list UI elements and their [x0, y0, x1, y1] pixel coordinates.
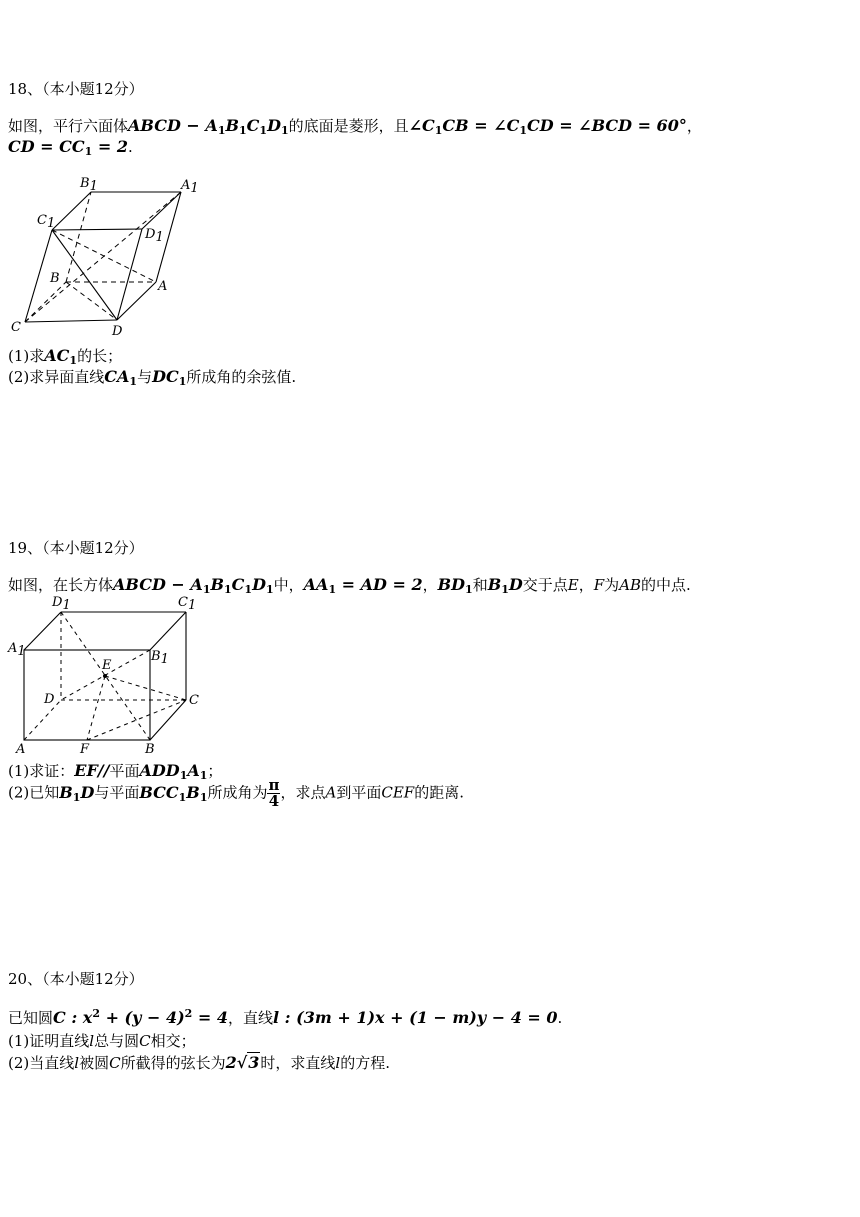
q20-part2-mid2: 所截得的弦长为: [120, 1054, 226, 1072]
math-l-2: l: [74, 1054, 80, 1072]
math-angle-condition: $\angle C_1CB$ = $\angle C_1CD$ = ∠BCD = 60°: [408, 116, 687, 137]
q20-part1-mid: 总与圆: [94, 1032, 140, 1050]
q18-parallelepiped-figure: [8, 172, 208, 340]
math-bd1: $BD_1$: [437, 575, 473, 596]
q18-header: 18、（本小题12分）: [8, 80, 144, 98]
q20-part2-mid3: 时，求直线: [260, 1054, 336, 1072]
math-cuboid: ABCD − $A_1B_1C_1D_1$: [113, 575, 274, 596]
q19-comma: ，: [422, 576, 438, 594]
q18-part2-pre: (2)求异面直线: [8, 368, 105, 386]
q19-text-zhong: 中，: [273, 576, 304, 594]
q18-part1-pre: (1)求: [8, 347, 45, 365]
math-cef: CEF: [381, 783, 415, 802]
math-ac1: $AC_1$: [44, 346, 78, 367]
math-b1d: $B_1D$: [487, 575, 523, 596]
math-dc1: $DC_1$: [152, 367, 187, 388]
q19-part1-mid: 平面: [109, 762, 140, 780]
q19-text-jiao: 交于点: [522, 576, 568, 594]
q19-text-end: 的中点.: [641, 576, 691, 594]
q19-text-wei: 为: [604, 576, 620, 594]
q19-part2-mid3: ，求点: [280, 783, 326, 802]
svg-text:B1: B1: [151, 649, 169, 667]
svg-text:A1: A1: [181, 178, 199, 196]
q20-part2-mid1: 被圆: [79, 1054, 110, 1072]
q20-part1-pre: (1)证明直线: [8, 1032, 90, 1050]
math-pi-over-4: $\frac{\pi}{4}$: [268, 776, 280, 810]
svg-text:C1: C1: [37, 213, 56, 231]
math-two-sqrt3: 2√3: [225, 1053, 260, 1072]
q20-intro-mid: ，直线: [228, 1009, 274, 1027]
svg-text:A: A: [16, 742, 26, 757]
math-line-equation: l : (3m + 1)x + (1 − m)y − 4 = 0: [273, 1008, 558, 1027]
q19-part2-mid1: 与平面: [94, 783, 140, 802]
svg-text:C: C: [189, 693, 199, 708]
math-l-3: l: [335, 1054, 341, 1072]
math-c-2: C: [109, 1054, 121, 1072]
svg-text:A: A: [158, 279, 168, 294]
q20-part2-pre: (2)当直线: [8, 1054, 75, 1072]
svg-text:B1: B1: [80, 176, 98, 194]
q19-part1-post: ；: [207, 762, 223, 780]
q19-comma2: ，: [578, 576, 594, 594]
q20-part2-post: 的方程.: [340, 1054, 390, 1072]
q18-intro-line1: [8, 115, 702, 137]
q20-header: 20、（本小题12分）: [8, 970, 144, 988]
q18-intro-text2: 的底面是菱形，且: [288, 117, 409, 135]
math-e: E: [567, 576, 579, 594]
q19-intro-text: 如图，在长方体: [8, 576, 114, 594]
svg-text:E: E: [102, 658, 112, 673]
q19-part1-pre: (1)求证：: [8, 762, 75, 780]
q20-part1: [8, 1030, 196, 1051]
q18-part2-mid: 与: [137, 368, 153, 386]
math-ab: AB: [619, 576, 642, 594]
math-l: l: [89, 1032, 95, 1050]
math-length-condition: CD = $CC_1 = 2$: [8, 137, 128, 158]
q20-intro: [8, 1007, 562, 1028]
math-b1d-2: $B_1D$: [59, 782, 95, 804]
q18-part2-post: 所成角的余弦值.: [186, 368, 297, 386]
svg-text:B: B: [145, 742, 155, 757]
svg-text:C1: C1: [178, 595, 197, 613]
math-bcc1b1: $BCC_1B_1$: [139, 782, 208, 804]
q19-part2: [8, 778, 464, 809]
math-ef-parallel: EF//: [74, 761, 110, 780]
math-f: F: [593, 576, 605, 594]
svg-text:A1: A1: [8, 641, 26, 659]
svg-text:D1: D1: [145, 227, 164, 245]
q20-part1-post: 相交；: [150, 1032, 196, 1050]
svg-text:D1: D1: [52, 595, 71, 613]
q18-intro-comma: ，: [686, 117, 702, 135]
math-abcd-prism: ABCD − $A_1B_1C_1D_1$: [128, 116, 289, 137]
q19-header: 19、（本小题12分）: [8, 539, 144, 557]
q19-part2-pre: (2)已知: [8, 783, 60, 802]
math-add1a1: $ADD_1A_1$: [139, 761, 208, 782]
q18-intro-period: .: [127, 138, 133, 156]
q18-part1-post: 的长；: [77, 347, 123, 365]
q20-part2: [8, 1052, 390, 1073]
q18-part2: [8, 366, 296, 388]
q18-part1: [8, 345, 122, 367]
q18-intro-text: 如图，平行六面体: [8, 117, 129, 135]
q19-part2-mid4: 到平面: [336, 783, 382, 802]
svg-text:D: D: [112, 324, 123, 339]
svg-text:B: B: [50, 271, 60, 286]
q18-intro-line2: [8, 137, 133, 158]
svg-text:F: F: [80, 742, 90, 757]
q19-text-he: 和: [472, 576, 488, 594]
q20-intro-end: .: [557, 1009, 563, 1027]
math-c: C: [139, 1032, 151, 1050]
q19-part2-mid2: 所成角为: [207, 783, 268, 802]
math-circle-equation: C : $x^2 + (y - 4)^2 = 4$: [53, 1007, 229, 1027]
math-point-a: A: [325, 783, 337, 802]
q19-cuboid-figure: [6, 592, 206, 758]
q20-intro-pre: 已知圆: [8, 1009, 54, 1027]
svg-text:D: D: [44, 692, 55, 707]
svg-text:C: C: [11, 320, 21, 335]
math-aa1-ad: $AA_1$ = AD = 2: [303, 575, 423, 596]
q19-part2-post: 的距离.: [414, 783, 464, 802]
math-ca1: $CA_1$: [104, 367, 138, 388]
